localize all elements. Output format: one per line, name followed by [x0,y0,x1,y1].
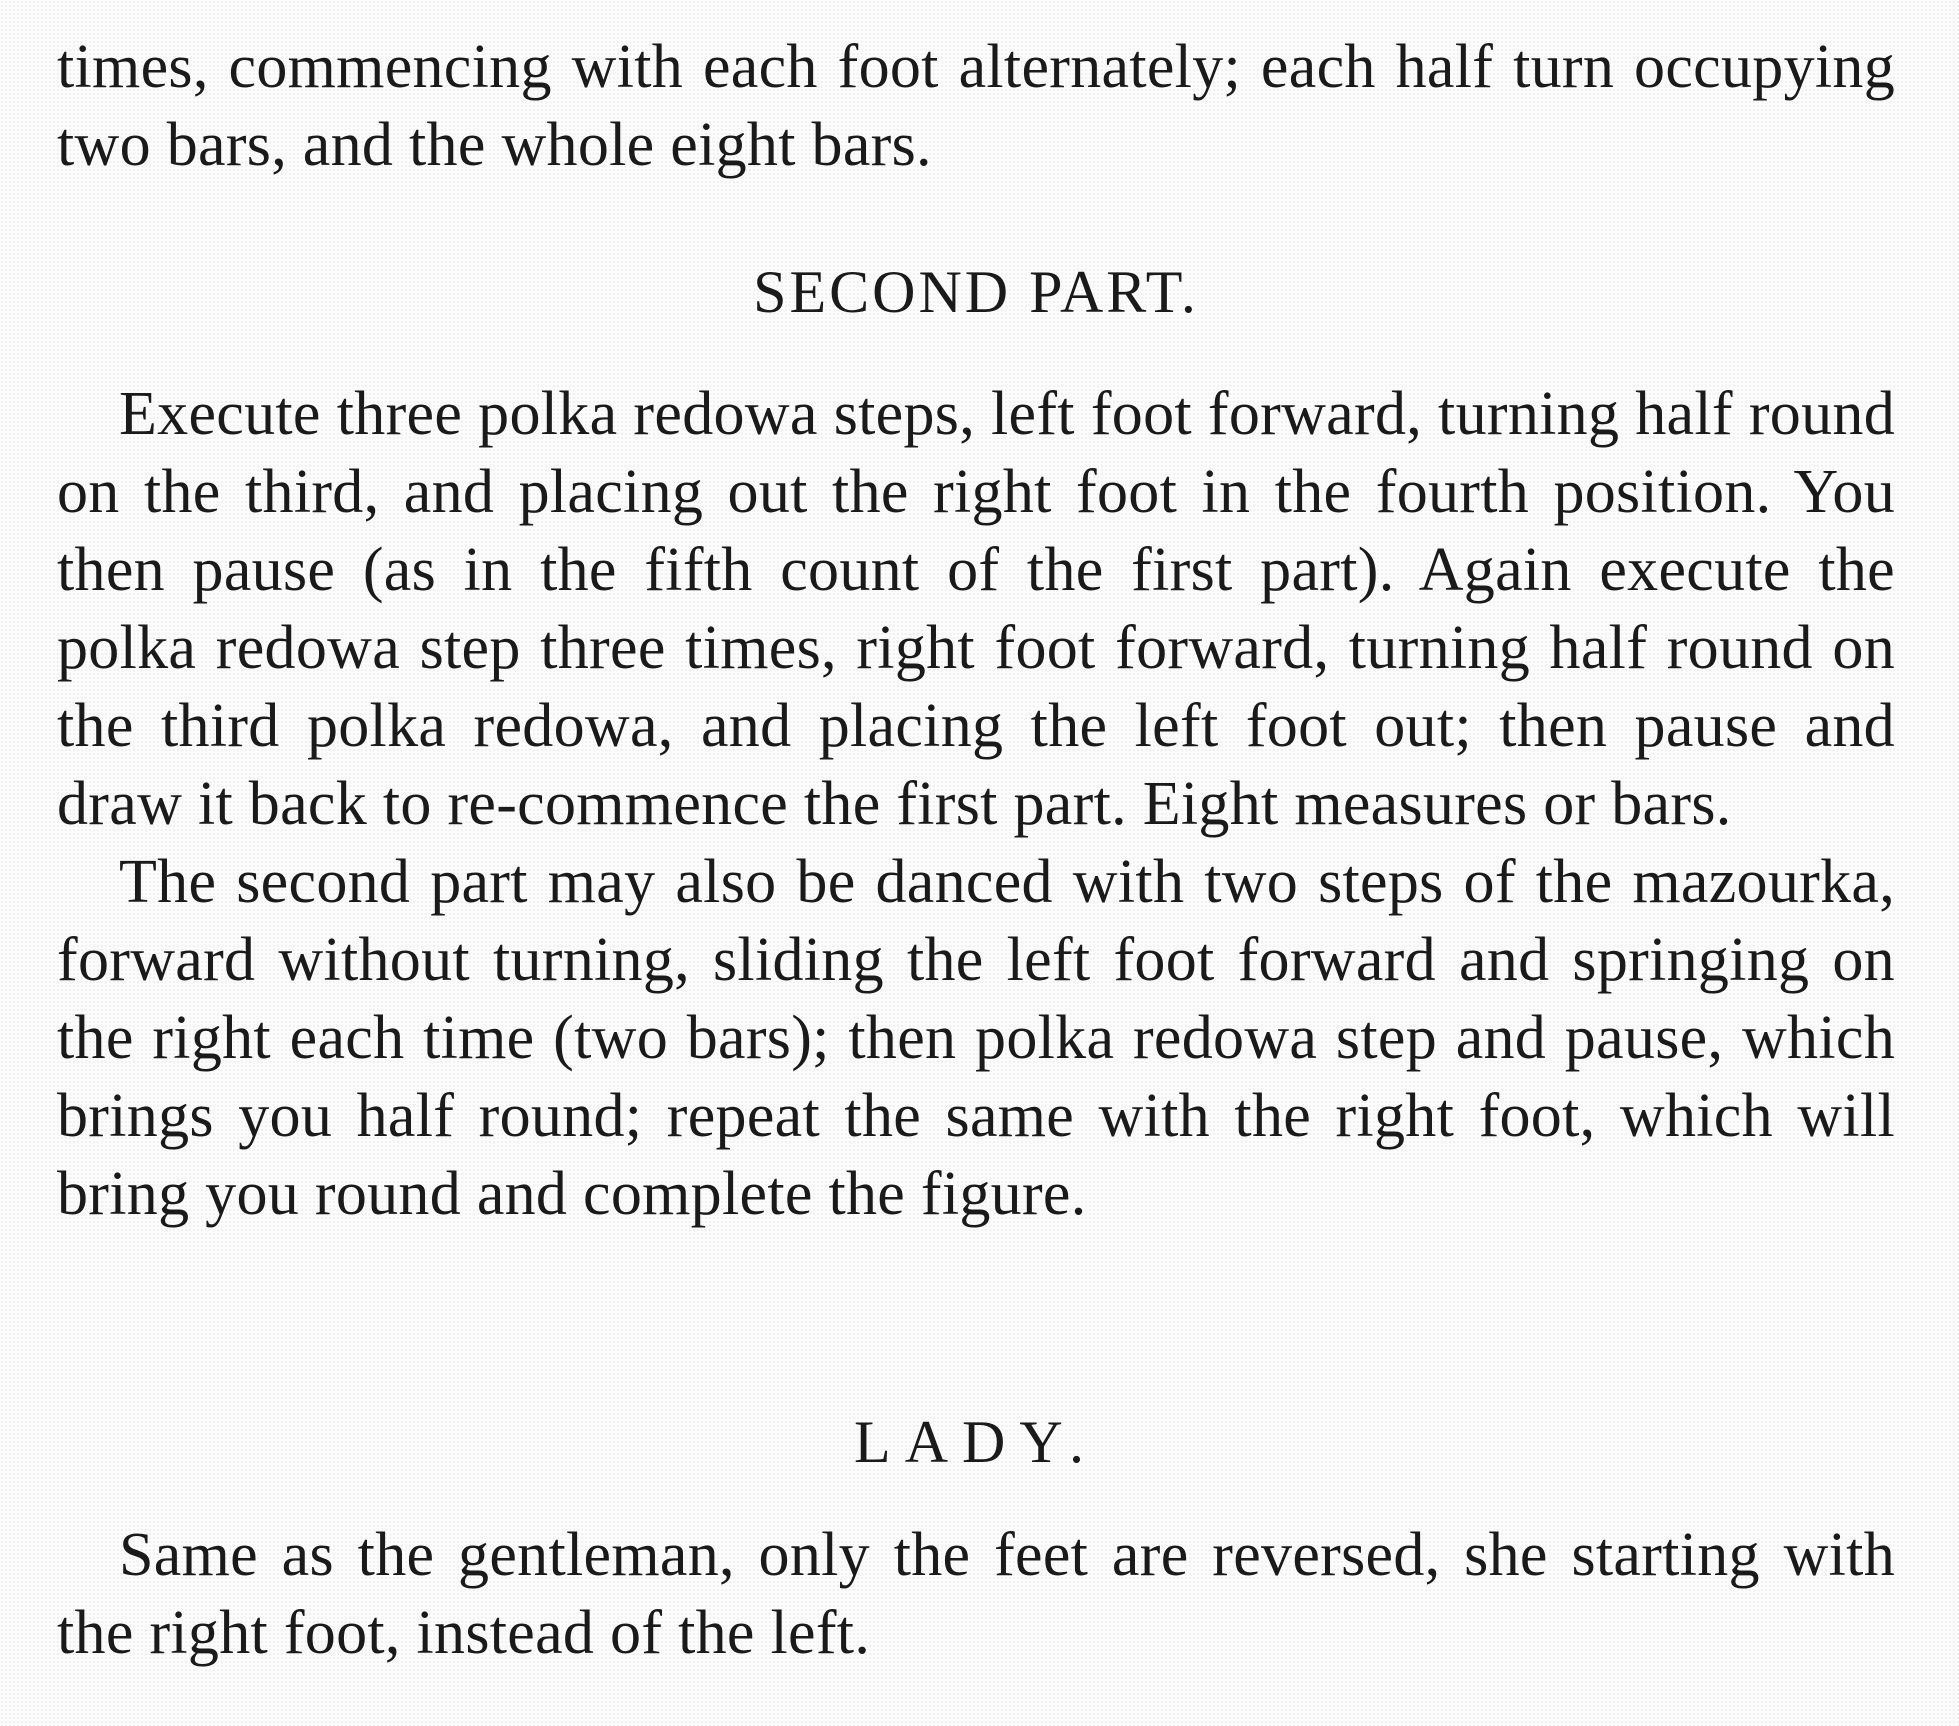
intro-paragraph: times, commencing with each foot alternately; each half turn occupying two bars, and the whole eight bars. [57,33,1895,179]
lady-text-block [57,1516,1895,1672]
second-part-heading: SECOND PART. [753,259,1199,325]
second-part-paragraph-1: Execute three polka redowa steps, left foot forward, turning half round on the third, and placing out the right foot in the fourth position. You then pause (as in the fifth count of the first part). Again execute the polka redowa step three times, right foot forward, turning half round on the third polka redowa, and placing the left foot out; then pause and draw it back to re-commence the first part. Eight measures or bars. [57,380,1895,838]
second-part-paragraph-2: The second part may also be danced with two steps of the mazourka, forward without turning, sliding the left foot forward and springing on the right each time (two bars); then polka redowa step and pause, which brings you half round; repeat the same with the right foot, which will bring you round and complete the figure. [57,848,1895,1228]
lady-paragraph: Same as the gentleman, only the feet are reversed, she starting with the right foot, instead of the left. [57,1521,1895,1667]
second-part-text-block [57,375,1895,1233]
intro-text-block [57,28,1895,184]
lady-heading: LADY. [854,1409,1098,1475]
